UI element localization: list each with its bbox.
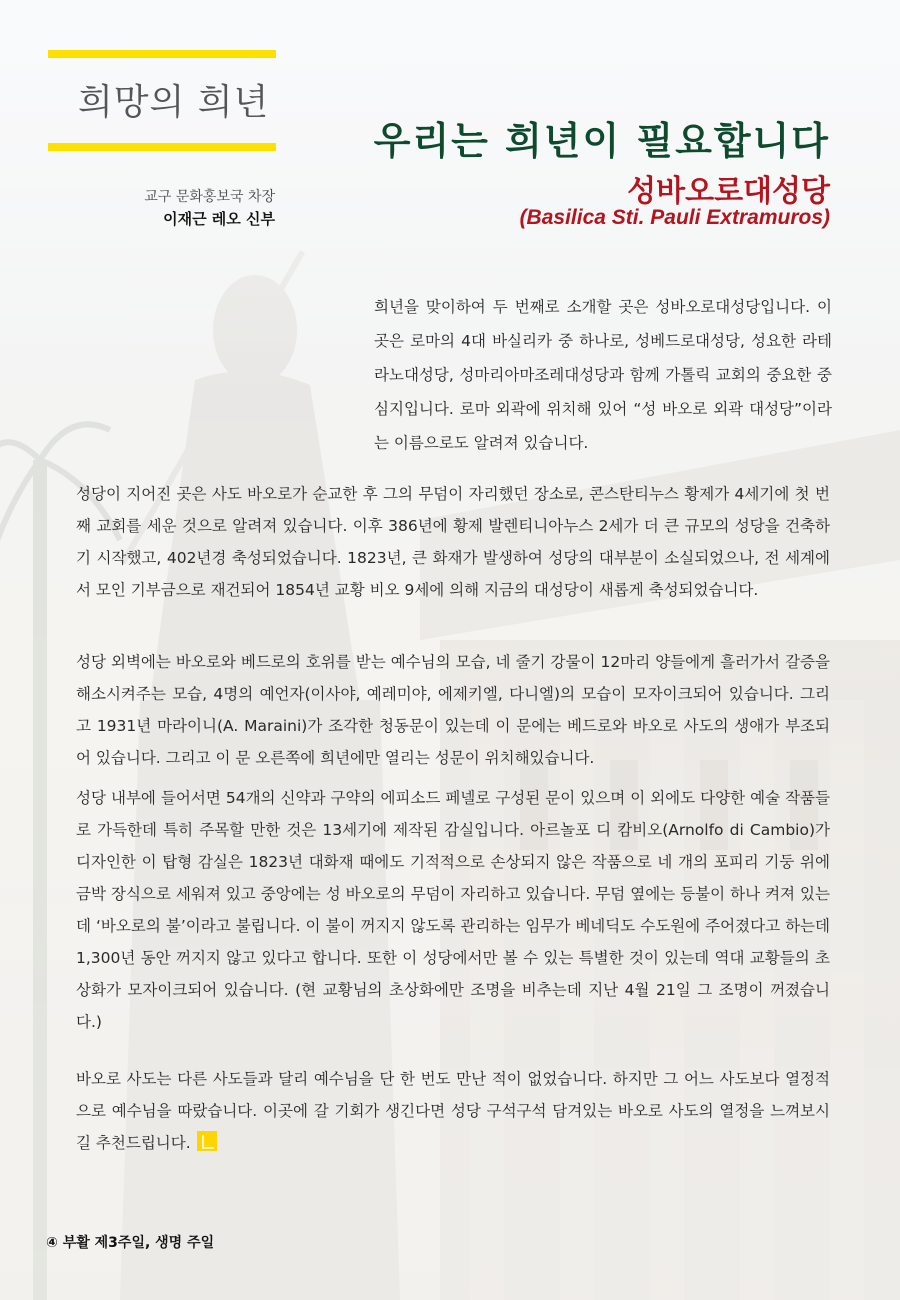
subtitle: 성바오로대성당 — [627, 174, 830, 209]
author-name: 이재근 레오 신부 — [163, 210, 275, 228]
author-role: 교구 문화홍보국 차장 — [144, 189, 275, 205]
body-paragraph-3: 성당 내부에 들어서면 54개의 신약과 구약의 에피소드 페넬로 구성된 문이 있으며 이 외에도 다양한 예술 작품들로 가득한데 특히 주목할 만한 것은 13세기에 제작된 감실입니다. 아르놀포 디 캄비오(Arnolfo di Cambio)가 디자인한 이 탑형 감실은 1823년 대화재 때에도 기적적으로 손상되지 않은 작품으로 네 개의 포피리 기둥 위에 금박 장식으로 세워져 있고 중앙에는 성 바오로의 무덤이 자리하고 있습니다. 무덤 옆에는 등불이 하나 켜져 있는데 ‘바오로의 불’이라고 불립니다. 이 불이 꺼지지 않도록 관리하는 임무가 베네딕도 수도원에 주어졌다고 하는데 1,300년 동안 꺼지지 않고 있다고 합니다. 또한 이 성당에서만 볼 수 있는 특별한 것이 있는데 역대 교황들의 초상화가 모자이크되어 있습니다. (현 교황님의 초상화에만 조명을 비추는데 지난 4월 21일 그 조명이 꺼졌습니다.) — [76, 789, 830, 1031]
page-footer: ④ 부활 제3주일, 생명 주일 — [46, 1235, 215, 1251]
accent-bar-top — [48, 50, 276, 58]
main-title: 우리는 희년이 필요합니다 — [373, 119, 830, 163]
body-paragraph-1: 성당이 지어진 곳은 사도 바오로가 순교한 후 그의 무덤이 자리했던 장소로, 콘스탄티누스 황제가 4세기에 첫 번째 교회를 세운 것으로 알려져 있습니다. 이후 386년에 황제 발렌티니아누스 2세가 더 큰 규모의 성당을 건축하기 시작했고, 402년경 축성되었습니다. 1823년, 큰 화재가 발생하여 성당의 대부분이 소실되었으나, 전 세계에서 모인 기부금으로 재건되어 1854년 교황 비오 9세에 의해 지금의 대성당이 새롭게 축성되었습니다. — [76, 485, 830, 599]
body-paragraph-2: 성당 외벽에는 바오로와 베드로의 호위를 받는 예수님의 모습, 네 줄기 강물이 12마리 양들에게 흘러가서 갈증을 해소시켜주는 모습, 4명의 예언자(이사야, 예레미야, 에제키엘, 다니엘)의 모습이 모자이크되어 있습니다. 그리고 1931년 마라이니(A. Maraini)가 조각한 청동문이 있는데 이 문에는 베드로와 바오로 사도의 생애가 부조되어 있습니다. 그리고 이 문 오른쪽에 희년에만 열리는 성문이 위치해있습니다. — [76, 653, 830, 767]
accent-bar-bottom — [48, 143, 276, 151]
body-paragraph-4-text: 바오로 사도는 다른 사도들과 달리 예수님을 단 한 번도 만난 적이 없었습니다. 하지만 그 어느 사도보다 열정적으로 예수님을 따랐습니다. 이곳에 갈 기회가 생긴다면 성당 구석구석 담겨있는 바오로 사도의 열정을 느껴보시길 추천드립니다. — [76, 1070, 830, 1152]
end-mark-icon — [197, 1131, 217, 1151]
intro-paragraph: 희년을 맞이하여 두 번째로 소개할 곳은 성바오로대성당입니다. 이곳은 로마의 4대 바실리카 중 하나로, 성베드로대성당, 성요한 라테라노대성당, 성마리아마조레대성당과 함께 가톨릭 교회의 중요한 중심지입니다. 로마 외곽에 위치해 있어 “성 바오로 외곽 대성당”이라는 이름으로도 알려져 있습니다. — [374, 298, 832, 452]
section-title: 희망의 희년 — [78, 82, 270, 123]
body-paragraph-4 — [76, 1063, 830, 1159]
latin-name: (Basilica Sti. Pauli Extramuros) — [519, 206, 830, 229]
